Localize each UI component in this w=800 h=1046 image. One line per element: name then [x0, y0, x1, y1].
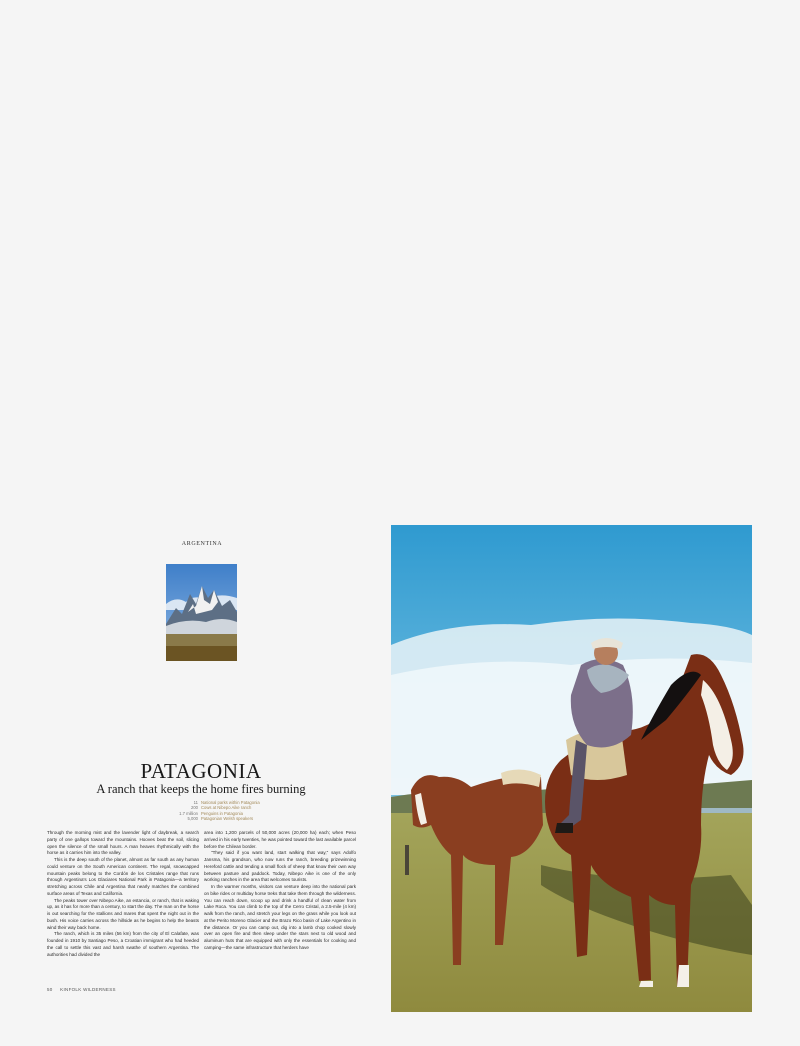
fact-value: 200 [191, 805, 198, 811]
fact-label: National parks within Patagonia [201, 800, 260, 805]
fact-value: 5,000 [187, 816, 198, 822]
publication-name: KINFOLK WILDERNESS [60, 987, 116, 992]
fact-item [160, 816, 260, 821]
paragraph: area into 1,200 parcels of 50,000 acres (20,000 ha) each; when Peso arrived in his early twenties, he was pointed toward the last available parcel before the Chilean border. [204, 830, 356, 849]
fact-value: 1.7 million [179, 810, 198, 816]
paragraph: "They said if you want land, start walking that way," says Adolfo Jansma, his grandson, who now runs the ranch, breeding prizewinning Hereford cattle and tending a small flock of sheep that know their own way between pasture and paddock. Today, Nibepo Aike is one of the only working ranches in the area that welcomes tourists. [204, 850, 356, 883]
paragraph: The peaks tower over Nibepo Aike, an estancia, or ranch, that is waking up, as it has for more than a century, to start the day. The man on the horse is out searching for the stallions and mares that spent the night out in the bush. His voice carries across the hillside as he begins to help the beasts wind their way back home. [47, 897, 199, 930]
fact-label: Cows at Nibepo Aike ranch [201, 805, 252, 811]
paragraph: In the warmer months, visitors can venture deep into the national park on bike rides or multiday horse treks that take them through the wilderness. You can reach down, scoop up and drink a handful of clean water from Lake Roca. You can climb to the top of the Cerro Cristal, a 2.5-mile (4 km) walk from the ranch, and stretch your legs on the grass while you look out at the Perito Moreno Glacier and the Brazo Rico basin of Lake Argentino in the distance. Or you can camp out, dig into a lamb chop cooked slowly over an open fire and then sleep under the stars next to old wood and aluminum huts that are equipped with only the essentials for cooking and camping—the same infrastructure that herders have [204, 884, 356, 950]
facts-list [160, 800, 260, 822]
body-column-left [47, 830, 199, 958]
paragraph: The ranch, which is 35 miles (56 km) from the city of El Calafate, was founded in 1910 by Santiago Peso, a Croatian immigrant who had heeded the call to settle this vast and harsh swathe of southern Argentina. The authorities had divided the [47, 931, 199, 957]
page-footer [47, 987, 122, 992]
paragraph: Through the morning mist and the lavender light of daybreak, a search party of one gallops toward the mountains. Hooves beat the soil, slicing open the silence of the small hours. A man heaves rhythmically with the horse as it carries him into the valley. [47, 830, 199, 856]
page-title: PATAGONIA [140, 759, 262, 783]
fact-label: Penguins in Patagonia [201, 810, 243, 816]
fact-label: Patagonian Welsh speakers [201, 816, 254, 822]
gaucho-horses-photo [391, 525, 752, 1012]
paragraph: This is the deep south of the planet, almost as far south as any human could venture on the South American continent. The regal, snowcapped mountain peaks belong to the Cordón de los Cristales range that runs through Argentina's Los Glaciares National Park in Patagonia—a territory stretching across Chile and Argentina that nearly matches the combined surface areas of Texas and California. [47, 857, 199, 896]
page-number: 50 [47, 987, 53, 992]
mountain-thumbnail-image [166, 564, 237, 661]
section-label: ARGENTINA [181, 541, 223, 547]
body-column-right [204, 830, 356, 952]
page-subtitle: A ranch that keeps the home fires burning [96, 782, 306, 796]
fact-value: 11 [193, 800, 198, 805]
